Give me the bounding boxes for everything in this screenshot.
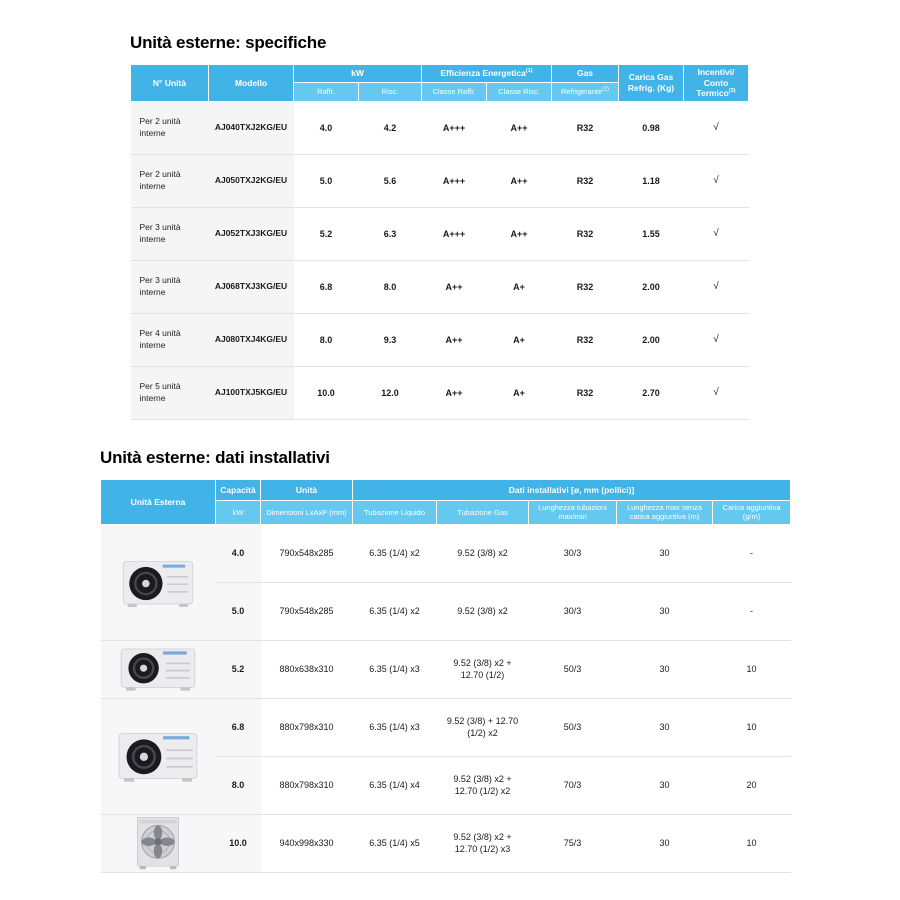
gas-cell: R32: [552, 101, 619, 154]
n-unita-cell: Per 3 unità interne: [131, 260, 209, 313]
kw-risc-cell: 5.6: [359, 154, 422, 207]
incentivi-checkmark-cell: √: [684, 101, 749, 154]
tubazione-liquido-cell: 6.35 (1/4) x2: [353, 524, 437, 582]
subcol-header-raffr: Raffr.: [294, 83, 359, 101]
carica-aggiuntiva-cell: -: [713, 524, 791, 582]
modello-cell: AJ040TXJ2KG/EU: [209, 101, 294, 154]
capacita-cell: 6.8: [216, 698, 261, 756]
col-header-unita: Unità: [261, 480, 353, 501]
dimensioni-cell: 880x638x310: [261, 640, 353, 698]
kw-risc-cell: 12.0: [359, 366, 422, 419]
kw-risc-cell: 4.2: [359, 101, 422, 154]
incentivi-label-line2: Conto Termico: [696, 77, 729, 99]
col-header-incentivi: [684, 65, 749, 102]
carica-aggiuntiva-cell: 10: [713, 814, 791, 872]
subcol-header-tubazione-gas: Tubazione Gas: [437, 501, 529, 525]
table-row: [101, 524, 791, 582]
tubazione-gas-cell: 9.52 (3/8) x2 + 12.70 (1/2) x3: [437, 814, 529, 872]
subcol-header-tubazione-liquido: Tubazione Liquido: [353, 501, 437, 525]
install-table: [100, 479, 791, 873]
carica-aggiuntiva-cell: 10: [713, 698, 791, 756]
incentivi-checkmark-cell: √: [684, 313, 749, 366]
kw-raffr-cell: 6.8: [294, 260, 359, 313]
table-row: [131, 207, 749, 260]
col-header-gas: Gas: [552, 65, 619, 83]
capacita-cell: 5.2: [216, 640, 261, 698]
modello-cell: AJ050TXJ2KG/EU: [209, 154, 294, 207]
col-header-capacita: Capacità: [216, 480, 261, 501]
tubazione-gas-cell: 9.52 (3/8) x2: [437, 582, 529, 640]
subcol-header-dimensioni: Dimensioni LxAxP (mm): [261, 501, 353, 525]
col-header-modello: Modello: [209, 65, 294, 102]
classe-risc-cell: A+: [487, 260, 552, 313]
table-row: [131, 101, 749, 154]
classe-raffr-cell: A+++: [422, 101, 487, 154]
carica-cell: 2.00: [619, 260, 684, 313]
lunghezza-tubazioni-cell: 30/3: [529, 582, 617, 640]
subcol-header-kw: kW: [216, 501, 261, 525]
lunghezza-max-cell: 30: [617, 756, 713, 814]
n-unita-cell: Per 2 unità interne: [131, 154, 209, 207]
modello-cell: AJ052TXJ3KG/EU: [209, 207, 294, 260]
tubazione-gas-cell: 9.52 (3/8) x2 + 12.70 (1/2) x2: [437, 756, 529, 814]
gas-cell: R32: [552, 366, 619, 419]
gas-cell: R32: [552, 260, 619, 313]
table-row: [131, 366, 749, 419]
carica-aggiuntiva-cell: 10: [713, 640, 791, 698]
refrigerante-footnote: (2): [602, 86, 609, 93]
kw-raffr-cell: 5.0: [294, 154, 359, 207]
outdoor-unit-photo-large: [101, 814, 216, 872]
kw-risc-cell: 9.3: [359, 313, 422, 366]
section-dati-installativi: [100, 448, 790, 873]
carica-aggiuntiva-cell: 20: [713, 756, 791, 814]
table1-title: Unità esterne: specifiche: [130, 33, 327, 52]
table-row: [101, 814, 791, 872]
classe-risc-cell: A++: [487, 154, 552, 207]
incentivi-checkmark-cell: √: [684, 260, 749, 313]
tubazione-liquido-cell: 6.35 (1/4) x4: [353, 756, 437, 814]
subcol-header-carica-aggiuntiva: Carica aggiuntiva (g/m): [713, 501, 791, 525]
section-specifiche: [130, 33, 748, 420]
gas-cell: R32: [552, 313, 619, 366]
capacita-cell: 8.0: [216, 756, 261, 814]
table-row: [101, 698, 791, 756]
classe-risc-cell: A+: [487, 366, 552, 419]
refrigerante-label: Refrigerante: [560, 87, 603, 97]
subcol-header-classe-raffr: Classe Raffr.: [422, 83, 487, 101]
spec-table: [130, 64, 749, 420]
n-unita-cell: Per 4 unità interne: [131, 313, 209, 366]
lunghezza-max-cell: 30: [617, 640, 713, 698]
kw-raffr-cell: 4.0: [294, 101, 359, 154]
carica-cell: 0.98: [619, 101, 684, 154]
subcol-header-lunghezza-tubazioni: Lunghezza tubazioni max/min: [529, 501, 617, 525]
col-header-dati-installativi: Dati installativi [ø, mm (pollici)]: [353, 480, 791, 501]
dimensioni-cell: 790x548x285: [261, 524, 353, 582]
col-header-carica: Carica Gas Refrig. (Kg): [619, 65, 684, 102]
modello-cell: AJ080TXJ4KG/EU: [209, 313, 294, 366]
efficienza-label: Efficienza Energetica: [440, 68, 526, 79]
tubazione-gas-cell: 9.52 (3/8) x2: [437, 524, 529, 582]
col-header-kw: kW: [294, 65, 422, 83]
outdoor-unit-image: [101, 727, 216, 785]
classe-risc-cell: A++: [487, 101, 552, 154]
classe-raffr-cell: A+++: [422, 207, 487, 260]
table-row: [101, 640, 791, 698]
lunghezza-max-cell: 30: [617, 524, 713, 582]
n-unita-cell: Per 5 unità interne: [131, 366, 209, 419]
n-unita-cell: Per 2 unità interne: [131, 101, 209, 154]
capacita-cell: 5.0: [216, 582, 261, 640]
outdoor-unit-photo-medium-large: [101, 698, 216, 814]
kw-risc-cell: 6.3: [359, 207, 422, 260]
incentivi-label-line1: Incentivi/: [697, 67, 735, 77]
tubazione-gas-cell: 9.52 (3/8) + 12.70 (1/2) x2: [437, 698, 529, 756]
dimensioni-cell: 790x548x285: [261, 582, 353, 640]
gas-cell: R32: [552, 154, 619, 207]
table2-title: Unità esterne: dati installativi: [100, 448, 330, 467]
kw-risc-cell: 8.0: [359, 260, 422, 313]
outdoor-unit-photo-small: [101, 524, 216, 640]
lunghezza-tubazioni-cell: 50/3: [529, 698, 617, 756]
table-row: [131, 260, 749, 313]
tubazione-liquido-cell: 6.35 (1/4) x3: [353, 698, 437, 756]
lunghezza-tubazioni-cell: 70/3: [529, 756, 617, 814]
subcol-header-refrigerante: [552, 83, 619, 101]
gas-cell: R32: [552, 207, 619, 260]
outdoor-unit-image: [101, 554, 216, 610]
outdoor-unit-photo-medium: [101, 640, 216, 698]
lunghezza-tubazioni-cell: 30/3: [529, 524, 617, 582]
modello-cell: AJ100TXJ5KG/EU: [209, 366, 294, 419]
capacita-cell: 10.0: [216, 814, 261, 872]
dimensioni-cell: 880x798x310: [261, 698, 353, 756]
subcol-header-classe-risc: Classe Risc.: [487, 83, 552, 101]
classe-risc-cell: A+: [487, 313, 552, 366]
incentivi-checkmark-cell: √: [684, 154, 749, 207]
col-header-efficienza: [422, 65, 552, 83]
classe-raffr-cell: A++: [422, 260, 487, 313]
table-row: [131, 154, 749, 207]
tubazione-liquido-cell: 6.35 (1/4) x2: [353, 582, 437, 640]
lunghezza-tubazioni-cell: 75/3: [529, 814, 617, 872]
lunghezza-max-cell: 30: [617, 582, 713, 640]
incentivi-checkmark-cell: √: [684, 366, 749, 419]
carica-aggiuntiva-cell: -: [713, 582, 791, 640]
kw-raffr-cell: 5.2: [294, 207, 359, 260]
tubazione-liquido-cell: 6.35 (1/4) x3: [353, 640, 437, 698]
carica-cell: 2.70: [619, 366, 684, 419]
incentivi-footnote: (3): [728, 88, 736, 95]
tubazione-liquido-cell: 6.35 (1/4) x5: [353, 814, 437, 872]
lunghezza-max-cell: 30: [617, 814, 713, 872]
modello-cell: AJ068TXJ3KG/EU: [209, 260, 294, 313]
lunghezza-max-cell: 30: [617, 698, 713, 756]
carica-cell: 1.18: [619, 154, 684, 207]
dimensioni-cell: 940x998x330: [261, 814, 353, 872]
table-row: [131, 313, 749, 366]
tubazione-gas-cell: 9.52 (3/8) x2 + 12.70 (1/2): [437, 640, 529, 698]
efficienza-footnote: (1): [525, 68, 533, 75]
kw-raffr-cell: 10.0: [294, 366, 359, 419]
classe-raffr-cell: A++: [422, 366, 487, 419]
col-header-n-unita: N° Unità: [131, 65, 209, 102]
subcol-header-lunghezza-max: Lunghezza max senza carica aggiuntiva (m): [617, 501, 713, 525]
classe-raffr-cell: A++: [422, 313, 487, 366]
subcol-header-risc: Risc.: [359, 83, 422, 101]
kw-raffr-cell: 8.0: [294, 313, 359, 366]
dimensioni-cell: 880x798x310: [261, 756, 353, 814]
carica-cell: 2.00: [619, 313, 684, 366]
outdoor-unit-image: [101, 644, 216, 694]
capacita-cell: 4.0: [216, 524, 261, 582]
classe-risc-cell: A++: [487, 207, 552, 260]
n-unita-cell: Per 3 unità interne: [131, 207, 209, 260]
carica-cell: 1.55: [619, 207, 684, 260]
incentivi-checkmark-cell: √: [684, 207, 749, 260]
lunghezza-tubazioni-cell: 50/3: [529, 640, 617, 698]
outdoor-unit-image: [101, 815, 216, 871]
col-header-unita-esterna: Unità Esterna: [101, 480, 216, 525]
classe-raffr-cell: A+++: [422, 154, 487, 207]
